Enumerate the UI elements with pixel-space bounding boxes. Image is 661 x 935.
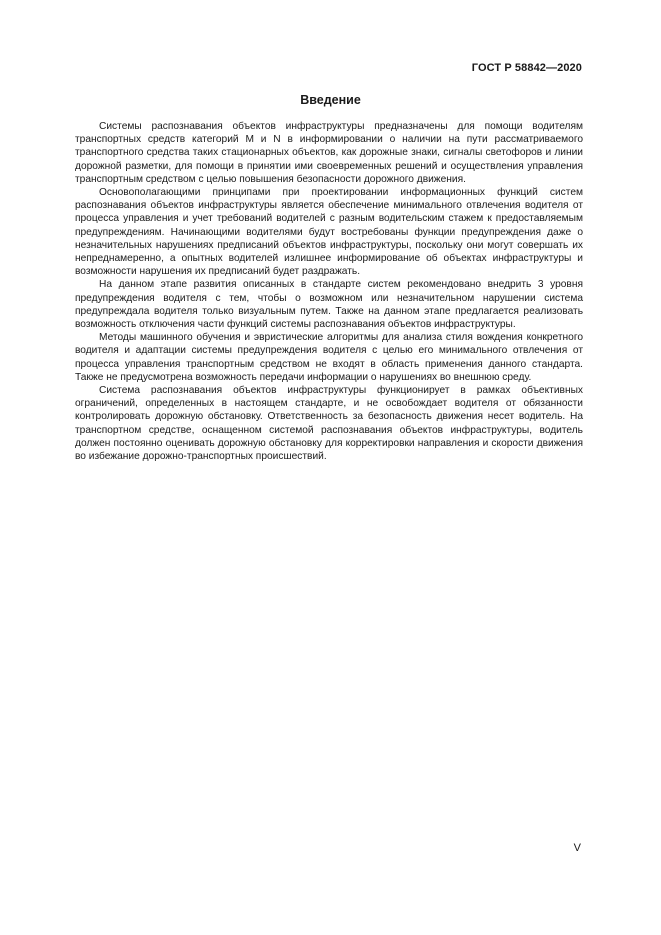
paragraph: На данном этапе развития описанных в стандарте систем рекомендовано внедрить 3 уровня предупреждения водителя с тем, чтобы о возможном или незначительном нарушении система предупреждала водителя только визуальным путем. Также на данном этапе предлагается реализовать возможность отключения части функций системы распознавания объектов инфраструктуры. [75,279,583,331]
paragraph: Системы распознавания объектов инфраструктуры предназначены для помощи водителям транспортных средств категорий М и N в информировании о наличии на пути рассматриваемого транспортного средства таких стационарных объектов, как дорожные знаки, сигналы светофоров и линии дорожной разметки, для помощи в принятии ими своевременных решений и осуществления управления транспортным средством с целью повышения безопасности дорожного движения. [75,121,583,185]
paragraph: Система распознавания объектов инфраструктуры функционирует в рамках объективных ограничений, определенных в настоящем стандарте, и не освобождает водителя от обязанности контролировать дорожную обстановку. Ответственность за безопасность движения несет водитель. На транспортном средстве, оснащенном системой распознавания объектов инфраструктуры, водитель должен постоянно оценивать дорожную обстановку для корректировки направления и скорости движения во избежание дорожно-транспортных происшествий. [75,385,583,463]
paragraph: Методы машинного обучения и эвристические алгоритмы для анализа стиля вождения конкретного водителя и адаптации системы предупреждения водителя с целью его минимального отвлечения от процесса управления транспортным средством не входят в область применения данного стандарта. Также не предусмотрена возможность передачи информации о нарушениях во внешнюю среду. [75,332,583,383]
standard-number: ГОСТ Р 58842—2020 [471,62,582,74]
body-text [75,120,583,463]
paragraph: Основополагающими принципами при проектировании информационных функций систем распознавания объектов инфраструктуры является обеспечение минимального отвлечения водителя от процесса управления и учет требований водителей с разным водительским стажем к предоставляемым предупреждениям. Начинающими водителями будут востребованы функции предупреждения даже о незначительных нарушениях предписаний объектов инфраструктуры, поскольку они могут совершать их непреднамеренно, а опытных водителей излишнее информирование об объектах инфраструктуры и возможности нарушения их предписаний будет раздражать. [75,187,583,278]
section-title: Введение [300,93,361,107]
page-number: V [573,842,581,854]
